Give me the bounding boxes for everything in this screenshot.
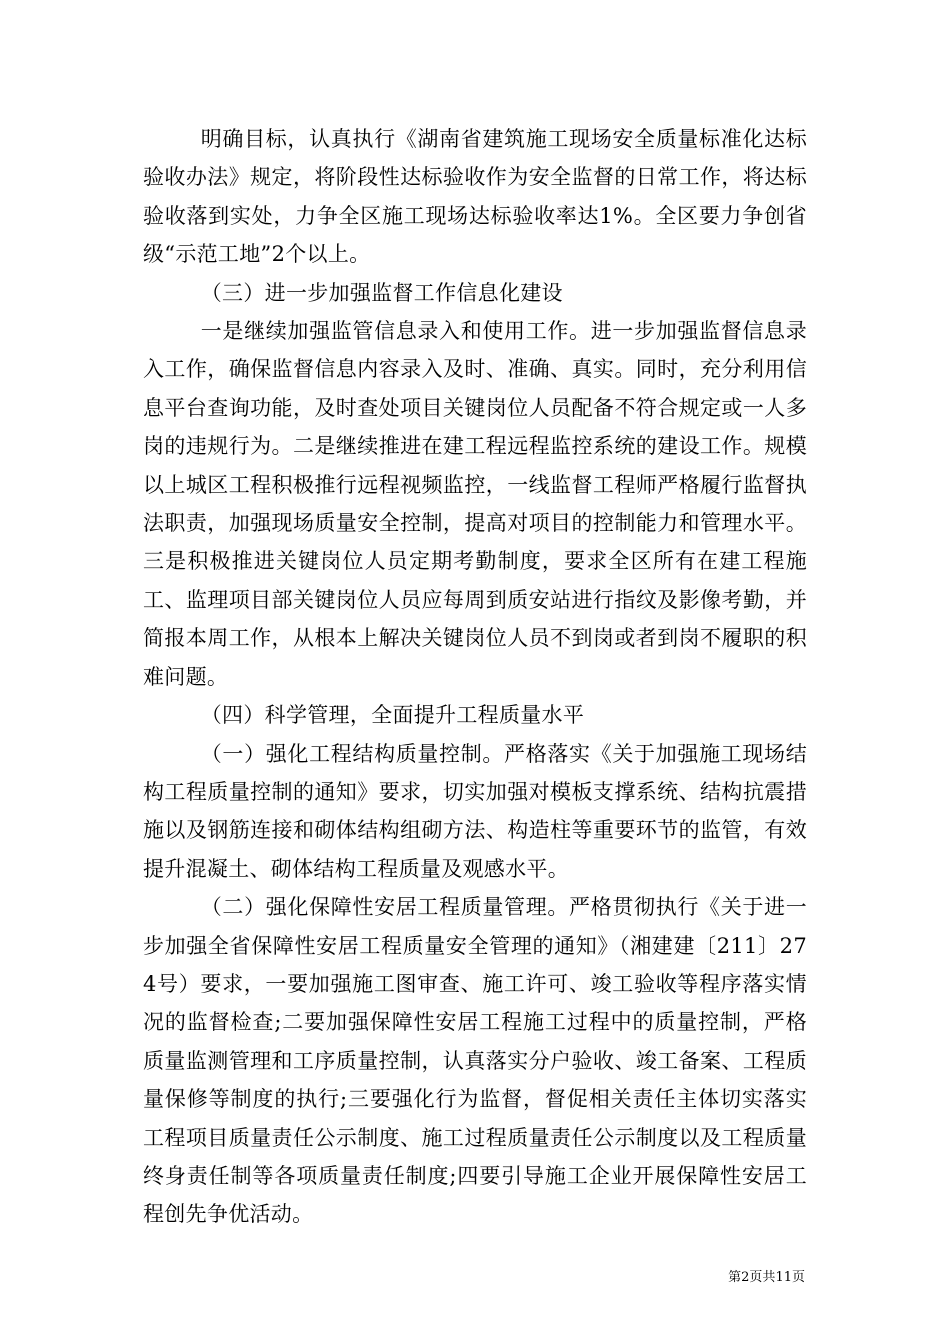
paragraph-3: （一）强化工程结构质量控制。严格落实《关于加强施工现场结构工程质量控制的通知》要求，切实加强对模板支撑系统、结构抗震措施以及钢筋连接和砌体结构组砌方法、构造柱等重要环节的监管，有效提升混凝土、砌体结构工程质量及观感水平。 (143, 741, 807, 881)
section-heading-4: （四）科学管理，全面提升工程质量水平 (200, 703, 585, 728)
section-heading-3: （三）进一步加强监督工作信息化建设 (200, 280, 563, 305)
paragraph-2: 一是继续加强监管信息录入和使用工作。进一步加强监督信息录入工作，确保监督信息内容录入及时、准确、真实。同时，充分利用信息平台查询功能，及时查处项目关键岗位人员配备不符合规定或一人多岗的违规行为。二是继续推进在建工程远程监控系统的建设工作。规模以上城区工程积极推行远程视频监控，一线监督工程师严格履行监督执法职责，加强现场质量安全控制，提高对项目的控制能力和管理水平。三是积极推进关键岗位人员定期考勤制度，要求全区所有在建工程施工、监理项目部关键岗位人员应每周到质安站进行指纹及影像考勤，并简报本周工作，从根本上解决关键岗位人员不到岗或者到岗不履职的积难问题。 (143, 319, 807, 689)
paragraph-1: 明确目标，认真执行《湖南省建筑施工现场安全质量标准化达标验收办法》规定，将阶段性达标验收作为安全监督的日常工作，将达标验收落到实处，力争全区施工现场达标验收率达1%。全区要力争创省级“示范工地”2个以上。 (143, 127, 807, 267)
paragraph-4: （二）强化保障性安居工程质量管理。严格贯彻执行《关于进一步加强全省保障性安居工程质量安全管理的通知》（湘建建〔211〕274号）要求，一要加强施工图审查、施工许可、竣工验收等程序落实情况的监督检查;二要加强保障性安居工程施工过程中的质量控制，严格质量监测管理和工序质量控制，认真落实分户验收、竣工备案、工程质量保修等制度的执行;三要强化行为监督，督促相关责任主体切实落实工程项目质量责任公示制度、施工过程质量责任公示制度以及工程质量终身责任制等各项质量责任制度;四要引导施工企业开展保障性安居工程创先争优活动。 (143, 895, 807, 1227)
current-page-number: 2 (741, 1270, 750, 1285)
footer-prefix: 第 (728, 1270, 742, 1285)
footer-suffix: 页 (791, 1270, 805, 1285)
footer-middle: 页共 (749, 1270, 776, 1285)
document-body (143, 120, 807, 1234)
page-number-footer (728, 1270, 805, 1286)
total-page-count: 11 (775, 1270, 792, 1285)
